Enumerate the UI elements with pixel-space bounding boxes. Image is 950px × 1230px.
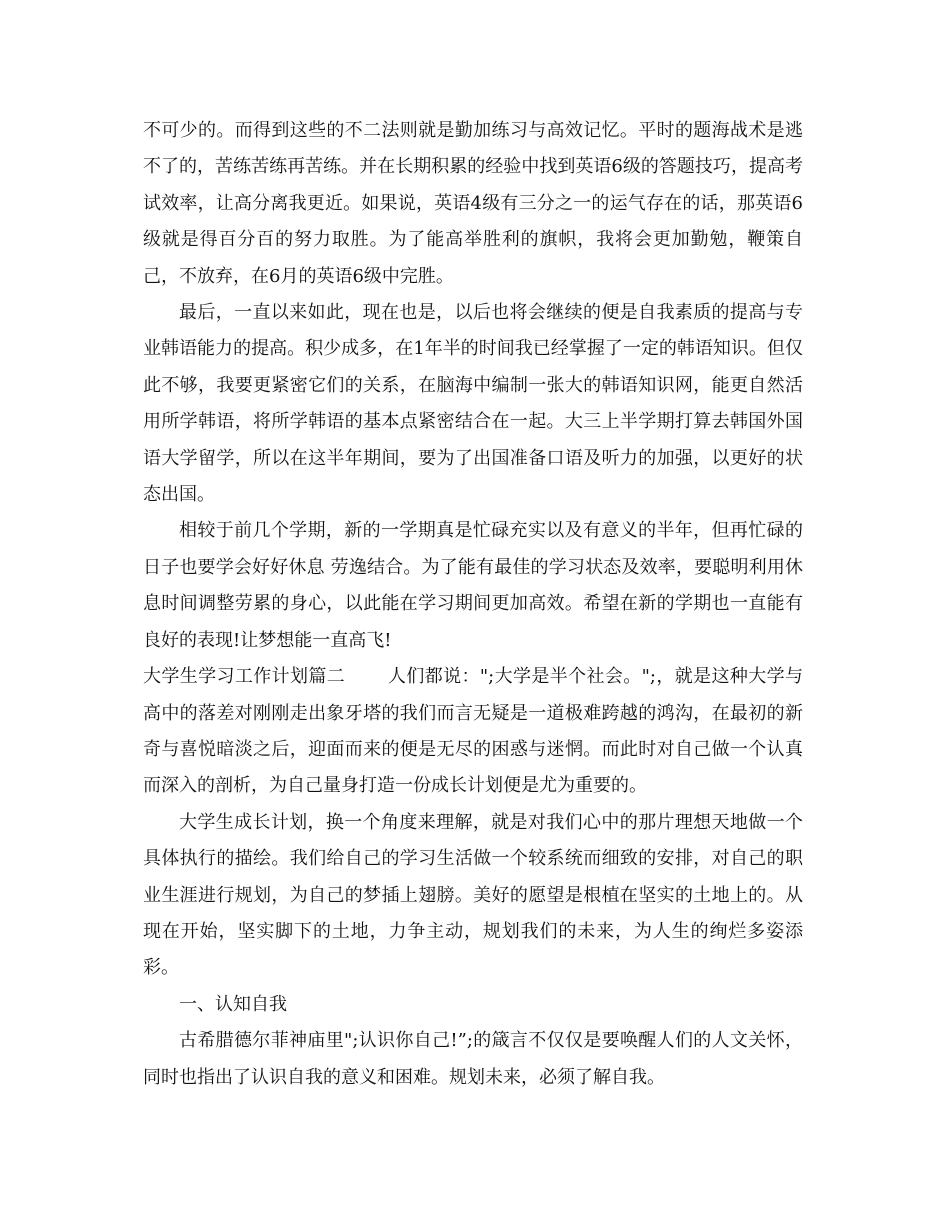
paragraph-english-exam: 不可少的。而得到这些的不二法则就是勤加练习与高效记忆。平时的题海战术是逃不了的，苦练苦练再苦练。并在长期积累的经验中找到英语6级的答题技巧，提高考试效率，让高分离我更近。如果说，英语4级有三分之一的运气存在的话，那英语6级就是得百分百的努力取胜。为了能高举胜利的旗帜，我将会更加勤勉，鞭策自己，不放弃，在6月的英语6级中完胜。: [143, 120, 803, 287]
section-heading-know-yourself: 一、认知自我: [179, 993, 287, 1015]
paragraph-delphi-temple: 古希腊德尔菲神庙里";认识你自己!”;的箴言不仅仅是要唤醒人们的人文关怀，同时也指出了认识自我的意义和困难。规划未来，必须了解自我。: [143, 1030, 803, 1088]
paragraph-growth-plan: 大学生成长计划，换一个角度来理解，就是对我们心中的那片理想天地做一个具体执行的描绘。我们给自己的学习生活做一个较系统而细致的安排，对自己的职业生涯进行规划，为自己的梦插上翅膀。美好的愿望是根植在坚实的土地上的。从现在开始，坚实脚下的土地，力争主动，规划我们的未来，为人生的绚烂多姿添彩。: [143, 811, 803, 979]
document-body: [143, 113, 803, 1096]
paragraph-korean-study: 最后，一直以来如此，现在也是，以后也将会继续的便是自我素质的提高与专业韩语能力的提高。积少成多，在1年半的时间我已经掌握了一定的韩语知识。但仅此不够，我要更紧密它们的关系，在脑海中编制一张大的韩语知识网，能更自然活用所学韩语，将所学韩语的基本点紧密结合在一起。大三上半学期打算去韩国外国语大学留学，所以在这半年期间，要为了出国准备口语及听力的加强，以更好的状态出国。: [143, 302, 803, 506]
paragraph-rest-balance: 相较于前几个学期，新的一学期真是忙碌充实以及有意义的半年，但再忙碌的日子也要学会好好休息 劳逸结合。为了能有最佳的学习状态及效率，要聪明利用休息时间调整劳累的身心，以此能在学习期间更加高效。希望在新的学期也一直能有良好的表现!让梦想能一直高飞!: [143, 520, 803, 651]
paragraph-plan-two-intro: 大学生学习工作计划篇二 人们都说：";大学是半个社会。";，就是这种大学与高中的落差对刚刚走出象牙塔的我们而言无疑是一道极难跨越的鸿沟，在最初的新奇与喜悦暗淡之后，迎面而来的便是无尽的困惑与迷惘。而此时对自己做一个认真而深入的剖析，为自己量身打造一份成长计划便是尤为重要的。: [143, 666, 803, 797]
